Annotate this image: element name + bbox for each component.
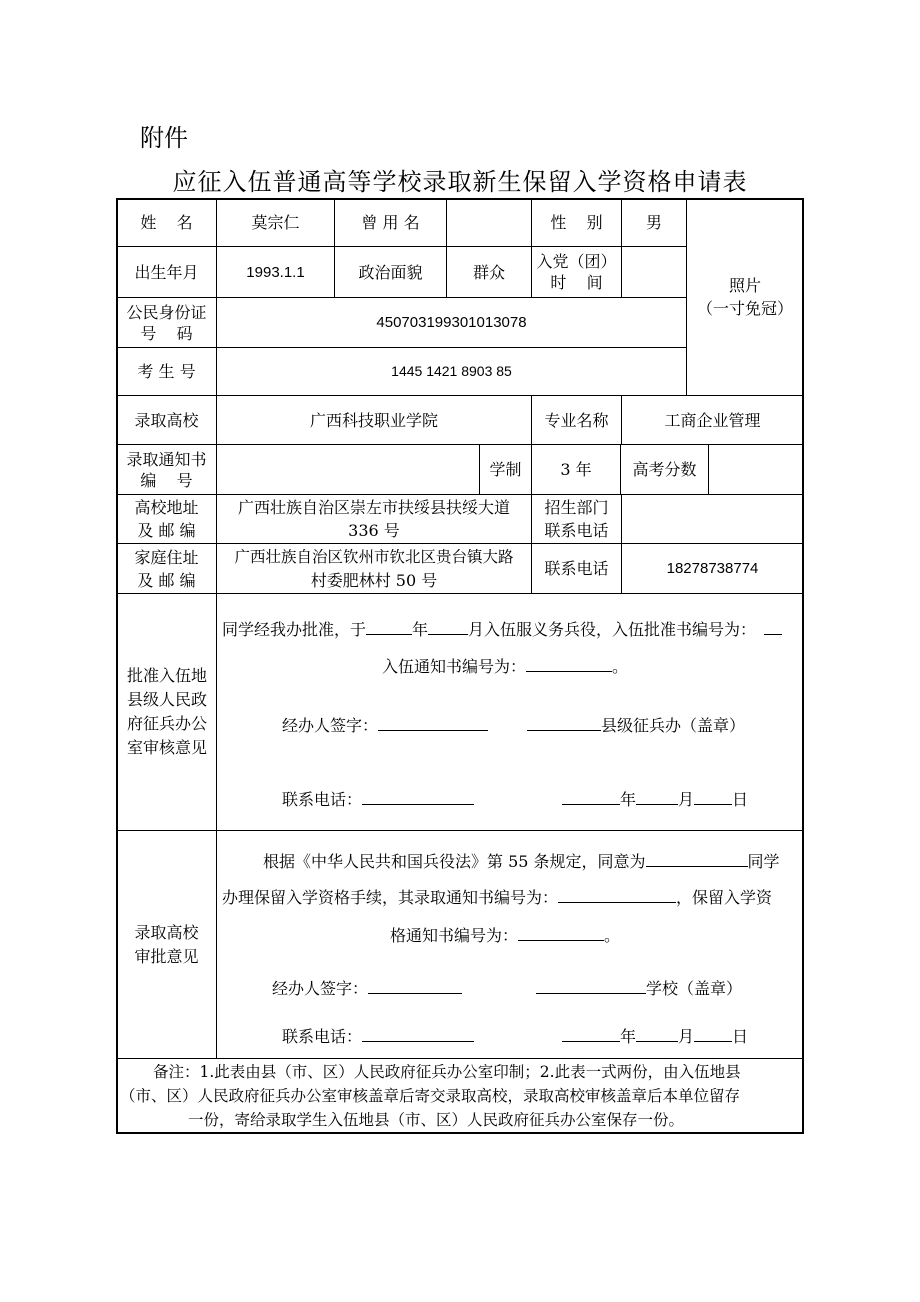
school-line2	[222, 886, 772, 909]
school-line1-a: 根据《中华人民共和国兵役法》第 55 条规定，同意为	[263, 852, 646, 871]
name-label: 姓 名	[140, 213, 193, 232]
name-value: 莫宗仁	[251, 213, 300, 232]
school-date-year-blank[interactable]	[562, 1025, 620, 1042]
approve-date-month: 月	[678, 790, 695, 809]
school-phone-line	[282, 1025, 474, 1048]
approve-stamp-blank[interactable]	[527, 714, 601, 731]
major-label: 专业名称	[544, 410, 609, 430]
approve-line1-a: 同学经我办批准，于	[222, 620, 367, 639]
school-label: 录取高校	[134, 410, 199, 430]
home-address-value	[217, 544, 531, 593]
school-date-month: 月	[678, 1027, 695, 1046]
gender-label: 性 别	[550, 213, 603, 232]
approve-line1	[222, 618, 782, 641]
approve-line1-c: 月入伍服义务兵役，入伍批准书编号为	[468, 620, 741, 639]
school-address-value-line2: 336 号	[348, 521, 400, 540]
school-section-line2: 审批意见	[134, 946, 199, 966]
notice-no-line1: 录取通知书	[126, 449, 207, 469]
notice-no-value	[217, 445, 479, 494]
school-line1-b: 同学	[747, 852, 780, 871]
form-title: 应征入伍普通高等学校录取新生保留入学资格申请表	[172, 168, 748, 196]
school-date-year: 年	[620, 1027, 637, 1046]
school-address-value	[217, 495, 531, 543]
join-party-line2: 时 间	[550, 273, 603, 292]
approve-line2-end: 。	[612, 657, 629, 676]
approve-date-day: 日	[732, 790, 749, 809]
school-date-line	[562, 1025, 748, 1048]
home-address-value-line1: 广西壮族自治区钦州市钦北区贵台镇大路	[234, 547, 514, 566]
approve-month-blank[interactable]	[428, 618, 468, 635]
admission-phone-label	[532, 495, 621, 543]
school-section-label	[117, 831, 216, 1058]
school-address-value-line1: 广西壮族自治区崇左市扶绥县扶绥大道	[237, 498, 510, 517]
school-line3-end: 。	[604, 926, 621, 945]
approve-phone-line	[282, 788, 474, 811]
approve-stamp-label: 县级征兵办（盖章）	[601, 716, 746, 735]
school-student-blank[interactable]	[646, 850, 748, 867]
approve-phone-blank[interactable]	[362, 788, 474, 805]
school-phone-label: 联系电话：	[282, 1027, 363, 1046]
school-sign-label: 经办人签字：	[272, 979, 369, 998]
school-address-line2: 及 邮 编	[137, 521, 196, 540]
notice-no-label	[117, 445, 216, 494]
school-line2-a: 办理保留入学资格手续，其录取通知书编号为：	[222, 888, 559, 907]
political-value: 群众	[472, 262, 505, 282]
row-rule	[116, 593, 804, 594]
photo-label: 照片	[728, 276, 761, 295]
attachment-label: 附件	[140, 124, 188, 152]
approve-sign-label: 经办人签字：	[282, 716, 379, 735]
school-stamp-label: 学校（盖章）	[646, 979, 743, 998]
school-sign-blank[interactable]	[368, 977, 462, 994]
approve-line2-text: 入伍通知书编号为：	[382, 657, 527, 676]
school-line3-a: 格通知书编号为：	[390, 926, 519, 945]
school-stamp-line	[536, 977, 742, 1000]
gender-value: 男	[645, 213, 662, 232]
approve-phone-label: 联系电话：	[282, 790, 363, 809]
row-rule	[116, 830, 804, 831]
duration-value: 3 年	[560, 460, 592, 479]
approve-line2	[382, 655, 628, 678]
exam-no-value: 1445 1421 8903 85	[391, 363, 512, 379]
id-label	[117, 298, 216, 347]
school-value: 广西科技职业学院	[309, 410, 438, 430]
id-label-line1: 公民身份证	[126, 302, 207, 322]
notice-no-line2: 编 号	[140, 470, 193, 490]
approve-date-month-blank[interactable]	[636, 788, 678, 805]
school-section-line1: 录取高校	[134, 922, 199, 942]
approve-line1-d: ：	[740, 620, 757, 639]
school-line3	[390, 924, 620, 947]
approve-date-year: 年	[620, 790, 637, 809]
school-line1	[263, 850, 780, 873]
school-date-day: 日	[732, 1027, 749, 1046]
remarks-line1: 备注：1.此表由县（市、区）人民政府征兵办公室印制；2.此表一式两份，由入伍地县	[153, 1063, 741, 1081]
school-address-label	[117, 495, 216, 543]
remarks-line3: 一份，寄给录取学生入伍地县（市、区）人民政府征兵办公室保存一份。	[188, 1111, 685, 1129]
approve-year-blank[interactable]	[366, 618, 412, 635]
id-label-line2: 号 码	[140, 323, 193, 343]
gaokao-label: 高考分数	[632, 460, 697, 479]
approve-cert-blank[interactable]	[764, 618, 782, 635]
home-address-value-line2: 村委肥林村 50 号	[310, 570, 438, 590]
admission-phone-line2: 联系电话	[544, 521, 609, 540]
school-retain-blank[interactable]	[518, 924, 604, 941]
school-address-line1: 高校地址	[134, 498, 199, 517]
home-address-label	[117, 544, 216, 593]
political-label: 政治面貌	[358, 262, 423, 282]
approve-section-label: 批准入伍地县级人民政府征兵办公室审核意见	[126, 666, 207, 757]
approve-date-day-blank[interactable]	[694, 788, 732, 805]
birth-value: 1993.1.1	[246, 263, 305, 281]
school-notice-blank[interactable]	[558, 886, 676, 903]
admission-phone-value	[622, 495, 803, 543]
contact-phone-label: 联系电话	[544, 559, 609, 578]
exam-no-label: 考 生 号	[137, 362, 196, 381]
photo-size-note: （一寸免冠）	[696, 299, 793, 318]
gaokao-value	[709, 445, 803, 494]
birth-label: 出生年月	[134, 262, 199, 282]
school-sign-line	[272, 977, 462, 1000]
remarks-line2: （市、区）人民政府征兵办公室审核盖章后寄交录取高校，录取高校审核盖章后本单位留存	[120, 1087, 741, 1105]
school-date-day-blank[interactable]	[694, 1025, 732, 1042]
contact-phone-value: 18278738774	[666, 560, 759, 577]
duration-label: 学制	[489, 460, 522, 479]
school-stamp-blank[interactable]	[536, 977, 646, 994]
approve-date-year-blank[interactable]	[562, 788, 620, 805]
join-party-line1: 入党（团）	[536, 252, 617, 271]
home-address-line2: 及 邮 编	[137, 570, 196, 590]
approve-line1-b: 年	[412, 620, 429, 639]
approve-stamp-line	[527, 714, 745, 737]
former-name-value	[447, 199, 531, 246]
row-rule	[116, 1058, 804, 1059]
photo-box	[687, 247, 803, 347]
home-address-line1: 家庭住址	[134, 547, 199, 567]
major-value: 工商企业管理	[664, 410, 761, 430]
approve-sign-blank[interactable]	[378, 714, 488, 731]
school-line2-b: ，保留入学资	[676, 888, 773, 907]
approve-sign-line	[282, 714, 488, 737]
school-date-month-blank[interactable]	[636, 1025, 678, 1042]
former-name-label: 曾 用 名	[361, 213, 420, 232]
join-party-label	[532, 247, 621, 297]
school-phone-blank[interactable]	[362, 1025, 474, 1042]
id-number-value: 450703199301013078	[376, 314, 527, 331]
approve-notice-blank[interactable]	[526, 655, 612, 672]
admission-phone-line1: 招生部门	[544, 498, 609, 517]
approve-date-line	[562, 788, 748, 811]
